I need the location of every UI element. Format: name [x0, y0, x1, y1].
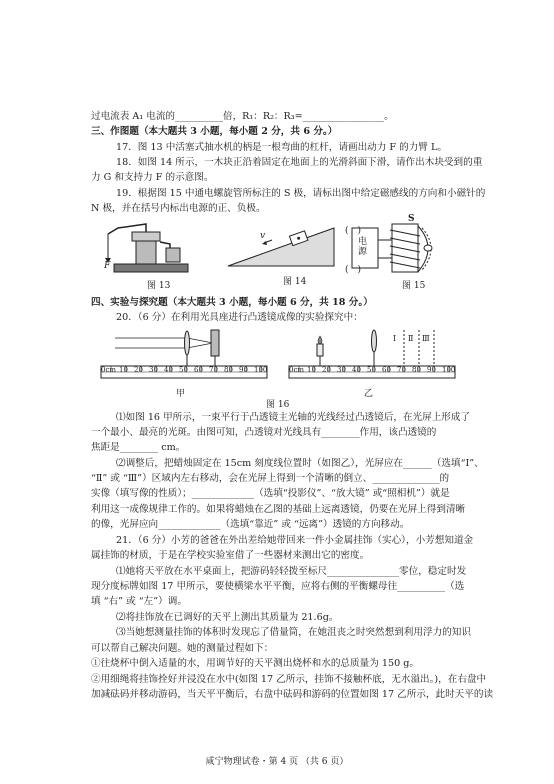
- figure-13-caption: 图 13: [147, 281, 171, 291]
- text-line: ⑴如图 16 甲所示，一束平行于凸透镜主光轴的光线经过凸透镜后，在光屏上形成了: [116, 412, 471, 423]
- text-line: ②用细绳将挂饰拴好并浸没在水中(如图 17 乙所示，挂饰不接触杯底，无水溢出。)，在右盘中: [91, 674, 487, 685]
- ruler-tick-label: 30: [149, 366, 158, 374]
- region-label: Ⅲ: [422, 334, 430, 343]
- text-line: 一个最小、最亮的光斑。由图可知，凸透镜对光线具有________作用，该凸透镜的: [91, 427, 437, 438]
- region-label: Ⅰ: [393, 334, 397, 343]
- text-line: 属挂饰的材质，于是在学校实验室借了一些器材来测出它的密度。: [91, 550, 370, 561]
- page-footer: 咸宁物理试卷・第 4 页 （共 6 页）: [205, 757, 349, 767]
- incline-figure: [222, 222, 342, 272]
- question-19: 19．根据图 15 中通电螺旋管所标注的 S 极，请标出图中给定磁感线的方向和小磁针的: [116, 188, 486, 199]
- s-pole-label: S: [408, 214, 415, 224]
- ruler-tick-label: 20: [134, 366, 143, 374]
- ruler-tick-label: 90: [239, 366, 248, 374]
- question-21: 21．（6 分）小芳的爸爸在外出差给她带回来一件小金属挂饰（实心），小芳想知道金: [116, 535, 474, 546]
- ruler-tick-label: 70: [209, 366, 218, 374]
- question-18: 18．如图 14 所示，一木块正沿着固定在地面上的光滑斜面下滑，请作出木块受到的重: [116, 157, 483, 168]
- text-line: 力 G 和支持力 F 的示意图。: [91, 172, 214, 183]
- text-line: ⑴她将天平放在水平桌面上，把游码轻轻拨至标尺_______________零位，稳定时发: [116, 566, 467, 577]
- ruler-tick-label: 60: [194, 366, 203, 374]
- text-line: 实像（填写像的性质）；_____________（选填“投影仪”、“放大镜” 或“照相机”）就是: [91, 488, 450, 499]
- pump-figure: [96, 218, 204, 274]
- optical-bench-jia: [95, 326, 273, 384]
- ruler-tick-label: 30: [337, 366, 346, 374]
- ruler-tick-label: 90: [427, 366, 436, 374]
- force-label: F: [104, 261, 111, 271]
- ruler-tick-label: 10: [307, 366, 316, 374]
- ruler-tick-label: 100: [254, 366, 268, 374]
- text-line: ⑵调整后，把蜡烛固定在 15cm 刻度线位置时（如图乙），光屏应在______（选填“Ⅰ”、: [116, 458, 484, 469]
- ruler-tick-label: 80: [224, 366, 233, 374]
- question-17: 17．图 13 中活塞式抽水机的柄是一根弯曲的杠杆，请画出动力 F 的力臂 L。: [116, 142, 447, 153]
- yi-label: 乙: [364, 389, 374, 399]
- text-line: 可以帮自己解决问题。她的测量过程如下：: [91, 643, 274, 654]
- text-line: 焦距是________ cm。: [91, 442, 186, 453]
- ruler-tick-label: 70: [397, 366, 406, 374]
- power-label: 源: [358, 247, 368, 257]
- ruler-tick-label: 10: [119, 366, 128, 374]
- jia-label: 甲: [176, 389, 186, 399]
- text-line: 过电流表 A₁ 电流的__________倍，R₁：R₂：R₃=_________________。: [91, 111, 394, 122]
- text-line: “Ⅱ” 或 “Ⅲ”）区域内左右移动，会在光屏上得到一个清晰的倒立、______________的: [91, 473, 450, 484]
- ruler-tick-label: 80: [412, 366, 421, 374]
- section-heading: 三、作图题（本大题共 3 小题，每小题 2 分，共 6 分。）: [91, 126, 338, 137]
- figure-14-caption: 图 14: [283, 277, 307, 287]
- text-line: 现分度标牌如图 17 甲所示，要使横梁水平平衡，应将右侧的平衡螺母往__________（选: [91, 581, 465, 592]
- ruler-tick-label: 50: [179, 366, 188, 374]
- figure-16-caption: 图 16: [266, 400, 290, 410]
- text-line: N 极，并在括号内标出电源的正、负极。: [91, 203, 266, 214]
- power-label: 电: [358, 237, 368, 247]
- question-20: 20．（6 分）在利用光具座进行凸透镜成像的实验探究中：: [116, 312, 363, 323]
- ruler-zero: 0cm: [289, 366, 305, 374]
- section-heading: 四、实验与探究题（本大题共 3 小题，每小题 6 分，共 18 分。）: [91, 297, 373, 308]
- text-line: ⑵将挂饰放在已调好的天平上测出其质量为 21.6g。: [116, 612, 339, 623]
- ruler-tick-label: 60: [382, 366, 391, 374]
- ruler-tick-label: 20: [322, 366, 331, 374]
- text-line: ⑶当她想测量挂饰的体积时发现忘了借量筒，在她沮丧之时突然想到利用浮力的知识: [116, 627, 471, 638]
- text-line: 填 “右” 或 “左”）调。: [91, 596, 187, 607]
- figure-15-caption: 图 15: [402, 281, 426, 291]
- ruler-tick-label: 40: [352, 366, 361, 374]
- optical-bench-yi: [283, 326, 461, 384]
- ruler-tick-label: 100: [442, 366, 456, 374]
- text-line: 利用这一成像规律工作的。如果将蜡烛在乙图的基础上远离透镜，仍要在光屏上得到清晰: [91, 504, 466, 515]
- text-line: ①往烧杯中倒入适量的水，用调节好的天平测出烧杯和水的总质量为 150 g。: [91, 658, 419, 669]
- ruler-tick-label: 50: [367, 366, 376, 374]
- bracket-bottom: ( ): [345, 265, 362, 275]
- bracket-top: ( ): [345, 226, 362, 236]
- ruler-zero: 0cm: [101, 366, 117, 374]
- text-line: 加减砝码并移动游码，当天平平衡后，右盘中砝码和游码的位置如图 17 乙所示，此时天平的读: [91, 689, 494, 700]
- region-label: Ⅱ: [408, 334, 414, 343]
- velocity-label: v: [260, 231, 266, 241]
- text-line: 的像，光屏应向_____________（选填“靠近” 或 “远离”）透镜的方向移动。: [91, 519, 410, 530]
- ruler-tick-label: 40: [164, 366, 173, 374]
